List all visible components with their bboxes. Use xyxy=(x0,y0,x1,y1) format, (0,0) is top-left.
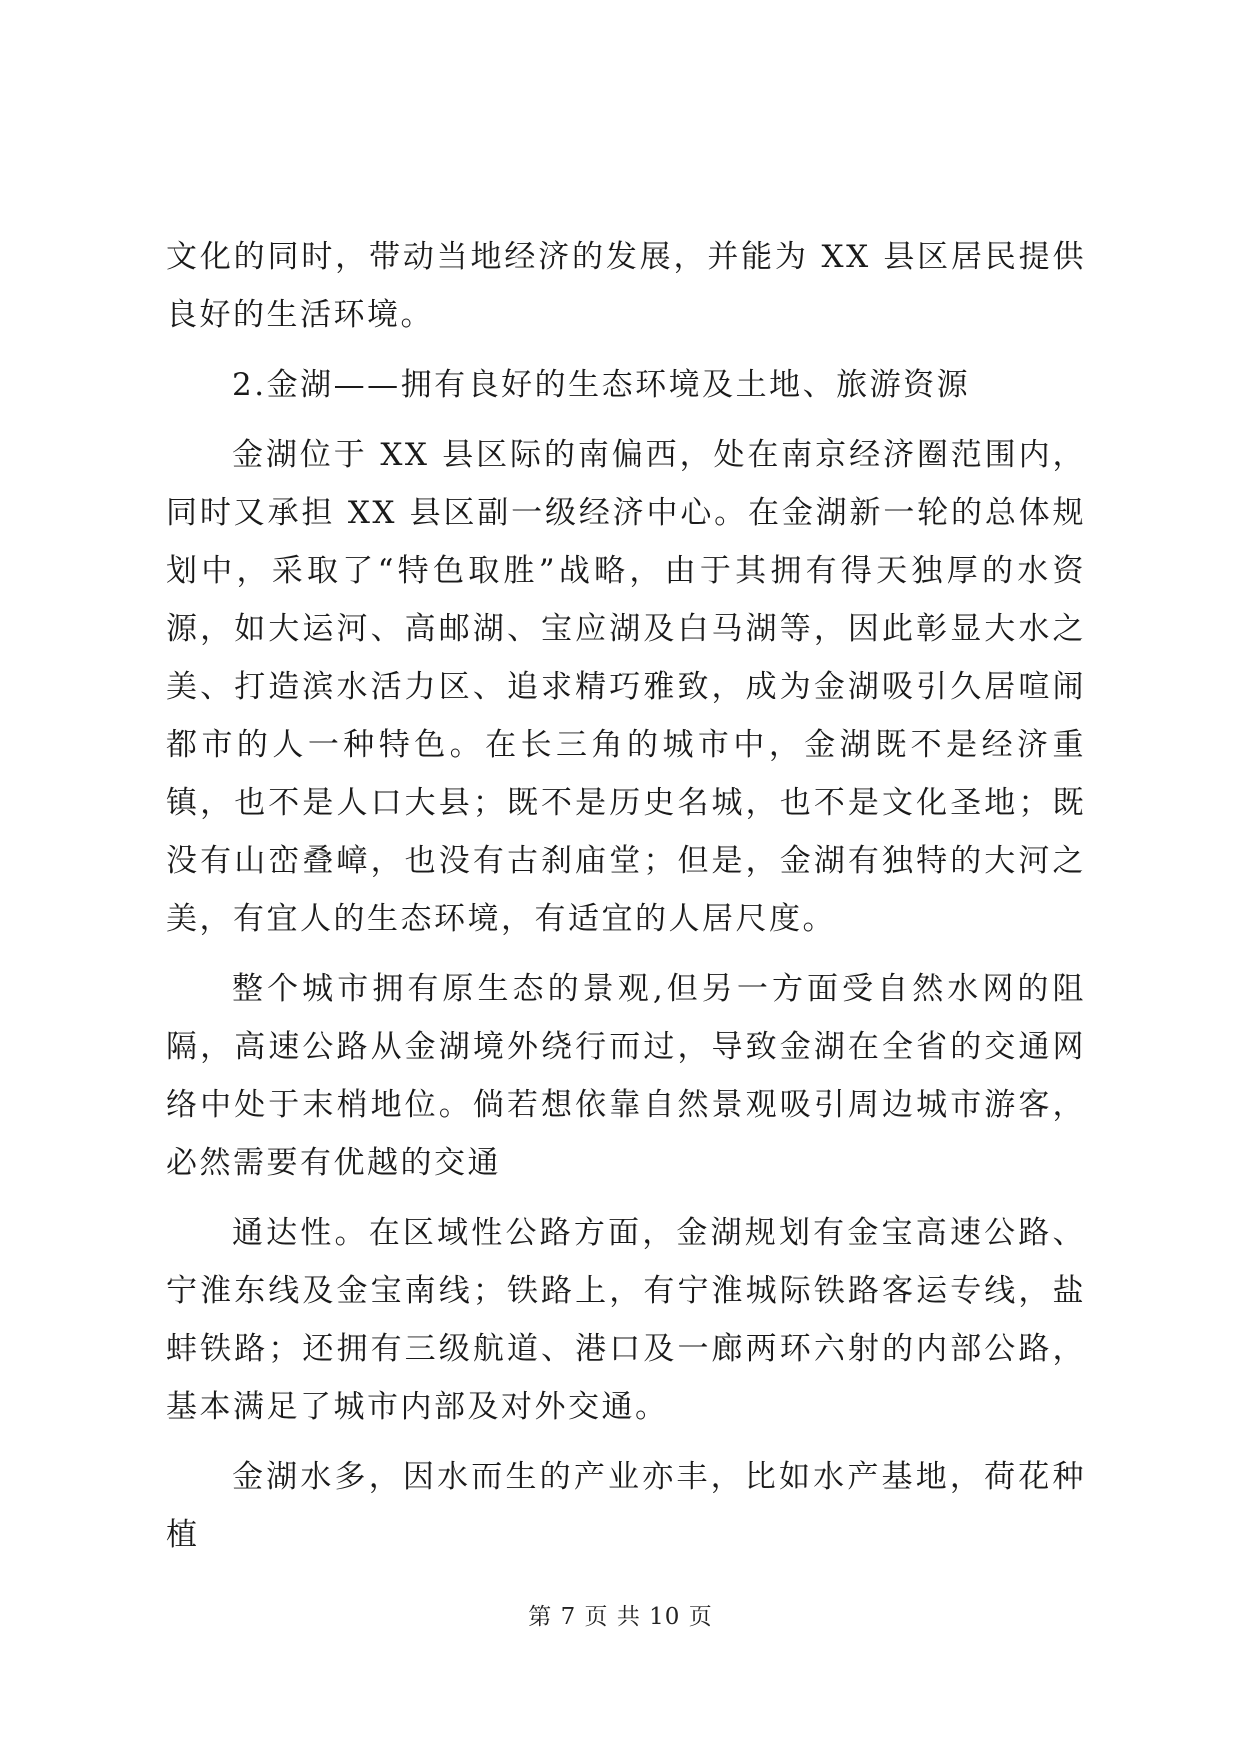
section-heading: 2.金湖——拥有良好的生态环境及土地、旅游资源 xyxy=(232,367,971,403)
paragraph-continuation: 文化的同时，带动当地经济的发展，并能为 XX 县区居民提供良好的生活环境。 xyxy=(166,239,1086,333)
paragraph-jinhu-overview: 金湖位于 XX 县区际的南偏西，处在南京经济圈范围内，同时又承担 XX 县区副一级经济中心。在金湖新一轮的总体规划中，采取了“特色取胜”战略，由于其拥有得天独厚的水资源，如大运河、高邮湖、宝应湖及白马湖等，因此彰显大水之美、打造滨水活力区、追求精巧雅致，成为金湖吸引久居喧闹都市的人一种特色。在长三角的城市中，金湖既不是经济重镇，也不是人口大县；既不是历史名城，也不是文化圣地；既没有山峦叠嶂，也没有古刹庙堂；但是，金湖有独特的大河之美，有宜人的生态环境，有适宜的人居尺度。 xyxy=(166,437,1086,937)
paragraph-water-industry: 金湖水多，因水而生的产业亦丰，比如水产基地，荷花种植 xyxy=(166,1459,1086,1553)
body-text xyxy=(166,228,1086,1564)
paragraph-accessibility: 通达性。在区域性公路方面，金湖规划有金宝高速公路、宁淮东线及金宝南线；铁路上，有宁淮城际铁路客运专线，盐蚌铁路；还拥有三级航道、港口及一廊两环六射的内部公路，基本满足了城市内部及对外交通。 xyxy=(166,1215,1086,1425)
page-number-footer: 第 7 页 共 10 页 xyxy=(528,1604,713,1630)
paragraph-landscape-traffic: 整个城市拥有原生态的景观,但另一方面受自然水网的阻隔，高速公路从金湖境外绕行而过，导致金湖在全省的交通网络中处于末梢地位。倘若想依靠自然景观吸引周边城市游客，必然需要有优越的交通 xyxy=(166,971,1086,1181)
